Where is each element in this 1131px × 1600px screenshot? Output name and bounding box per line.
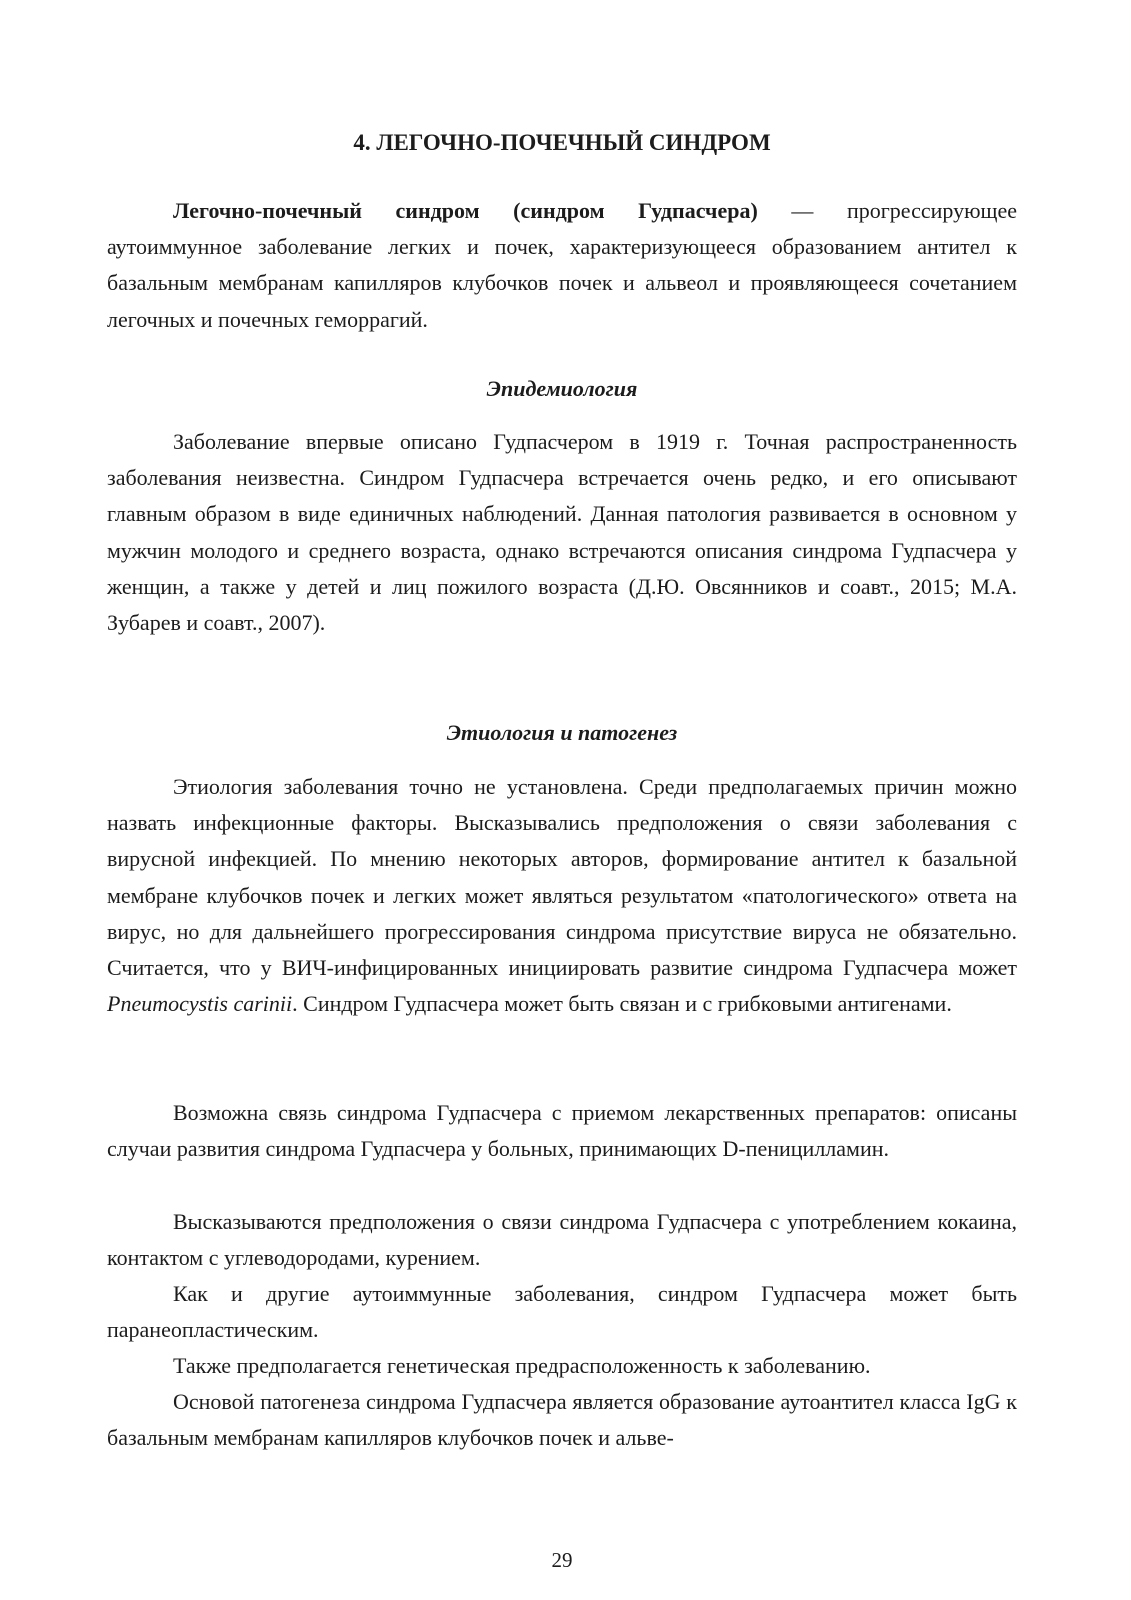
epidemiology-paragraph: Заболевание впервые описано Гудпасчером в 1919 г. Точная распространенность заболевания неизвестна. Синдром Гудпасчера встречается очень редко, и его описывают главным образом в виде единичных наблюдений. Данная патология развивается в основном у мужчин молодого и среднего возраста, однако встречаются описания синдрома Гудпасчера у женщин, а также у детей и лиц пожилого возраста (Д.Ю. Овсянников и соавт., 2015; М.А. Зубарев и соавт., 2007). [107,429,1017,636]
section-heading-epidemiology: Эпидемиология [486,376,638,401]
etiology-p1-tail: . Синдром Гудпасчера может быть связан и с грибковыми антигенами. [292,991,952,1017]
species-name: Pneumocystis carinii [107,991,293,1017]
etiology-paragraph-6: Основой патогенеза синдрома Гудпасчера является образование аутоантител класса IgG к базальным мембранам капилляров клубочков почек и альве- [107,1389,1017,1451]
page-number: 29 [551,1548,573,1572]
etiology-paragraph-1 [107,769,1017,1022]
etiology-paragraph-4: Как и другие аутоиммунные заболевания, синдром Гудпасчера может быть паранеопластическим. [107,1281,1017,1343]
etiology-p1-text: Этиология заболевания точно не установлена. Среди предполагаемых причин можно назвать инфекционные факторы. Высказывались предположения о связи заболевания с вирусной инфекцией. По мнению некоторых авторов, формирование антител к базальной мембране клубочков почек и легких может являться результатом «патологического» ответа на вирус, но для дальнейшего прогрессирования синдрома присутствие вируса не обязательно. Считается, что у ВИЧ-инфицированных инициировать развитие синдрома Гудпасчера может [107,774,1017,981]
etiology-paragraph-3: Высказываются предположения о связи синдрома Гудпасчера с употреблением кокаина, контактом с углеводородами, курением. [107,1209,1017,1271]
etiology-paragraph-2: Возможна связь синдрома Гудпасчера с приемом лекарственных препаратов: описаны случаи развития синдрома Гудпасчера у больных, принимающих D-пеницилламин. [107,1100,1017,1162]
intro-definition: — прогрессирующее аутоиммунное заболевание легких и почек, характеризующееся образованием антител к базальным мембранам капилляров клубочков почек и альвеол и проявляющееся сочетанием легочных и почечных геморрагий. [107,198,1018,332]
intro-paragraph [107,193,1017,338]
etiology-paragraph-5: Также предполагается генетическая предрасположенность к заболеванию. [173,1353,871,1378]
chapter-title: 4. ЛЕГОЧНО-ПОЧЕЧНЫЙ СИНДРОМ [353,130,771,155]
section-heading-etiology: Этиология и патогенез [446,720,678,745]
intro-term: Легочно-почечный синдром (синдром Гудпасчера) [173,198,758,223]
